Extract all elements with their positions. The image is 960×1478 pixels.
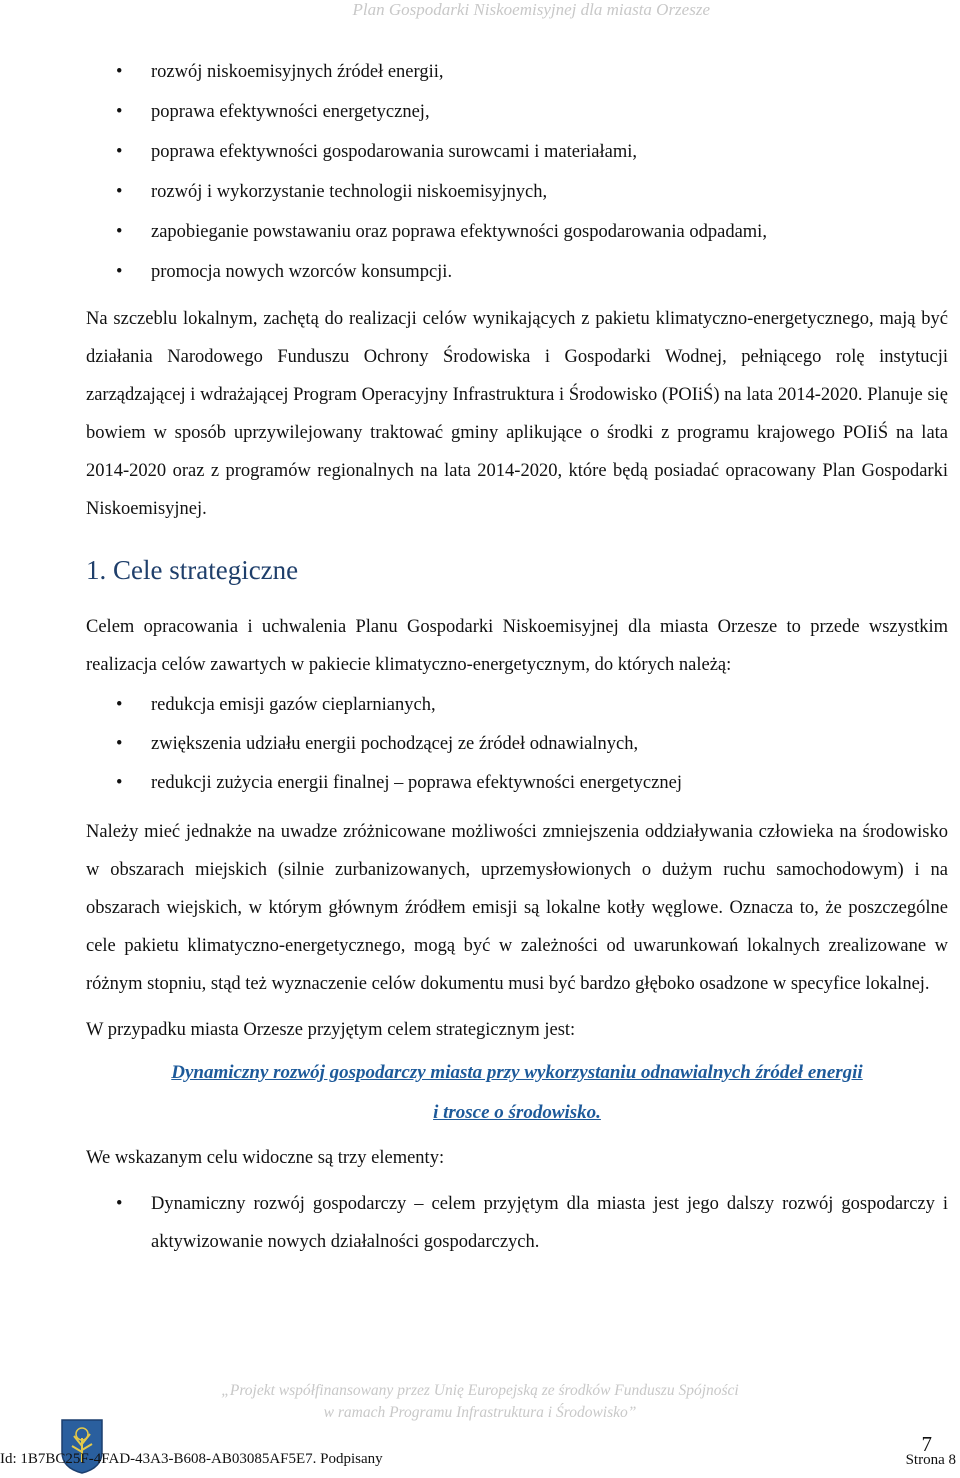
- list-item: • redukcja emisji gazów cieplarnianych,: [86, 686, 948, 725]
- list-item: • promocja nowych wzorców konsumpcji.: [86, 252, 948, 292]
- strategic-goal-line1: Dynamiczny rozwój gospodarczy miasta przy wykorzystaniu odnawialnych źródeł energii: [171, 1062, 863, 1083]
- bullet-icon: •: [116, 222, 123, 242]
- paragraph-goal-intro: Celem opracowania i uchwalenia Planu Gospodarki Niskoemisyjnej dla miasta Orzesze to przede wszystkim realizacja celów zawartych w pakiecie klimatyczno-energetycznym, do których należą:: [86, 617, 948, 675]
- list-item: • rozwój i wykorzystanie technologii niskoemisyjnych,: [86, 172, 948, 212]
- elements-list: [86, 1185, 948, 1261]
- strategic-goal-line2: i trosce o środowisko.: [433, 1102, 601, 1123]
- document-id: Id: 1B7BC25F-4FAD-43A3-B608-AB03085AF5E7. Podpisany: [0, 1451, 383, 1467]
- paragraph-funding: Na szczeblu lokalnym, zachętą do realizacji celów wynikających z pakietu klimatyczno-energetycznego, mają być działania Narodowego Funduszu Ochrony Środowiska i Gospodarki Wodnej, pełniącego rolę instytucji zarządzającej i wdrażającej Program Operacyjny Infrastruktura i Środowisko (POIiŚ) na lata 2014-2020. Planuje się bowiem w sposób uprzywilejowany traktować gminy aplikujące o środki z programu krajowego POIiŚ na lata 2014-2020 oraz z programów regionalnych na lata 2014-2020, które będą posiadać opracowany Plan Gospodarki Niskoemisyjnej.: [86, 309, 948, 519]
- page-content: [86, 52, 948, 1261]
- section-title: Cele strategiczne: [113, 555, 299, 585]
- bullet-icon: •: [116, 62, 123, 82]
- section-number: 1.: [86, 555, 107, 585]
- bullet-icon: •: [116, 102, 123, 122]
- list-item: • zapobieganie powstawaniu oraz poprawa efektywności gospodarowania odpadami,: [86, 212, 948, 252]
- top-list: [86, 52, 948, 292]
- list-item: • poprawa efektywności energetycznej,: [86, 92, 948, 132]
- bullet-icon: •: [116, 734, 123, 754]
- header-title: Plan Gospodarki Niskoemisyjnej dla miasta Orzesze: [352, 0, 710, 19]
- bullet-icon: •: [116, 773, 123, 793]
- page-number: 7: [921, 1432, 932, 1456]
- list-item: • redukcji zużycia energii finalnej – poprawa efektywności energetycznej: [86, 764, 948, 803]
- goals-list: [86, 686, 948, 803]
- list-item: • rozwój niskoemisyjnych źródeł energii,: [86, 52, 948, 92]
- paragraph-elements-intro: We wskazanym celu widoczne są trzy elementy:: [86, 1148, 445, 1168]
- bullet-icon: •: [116, 142, 123, 162]
- paragraph-considerations: Należy mieć jednakże na uwadze zróżnicowane możliwości zmniejszenia oddziaływania człowieka na środowisko w obszarach miejskich (silnie zurbanizowanych, uprzemysłowionych o dużym ruchu samochodowym) i na obszarach wiejskich, w którym głównym źródłem emisji są lokalne kotły węglowe. Oznacza to, że poszczególne cele pakietu klimatyczno-energetycznego, mogą być w zależności od uwarunkowań lokalnych zrealizowane w różnym stopniu, stąd też wyznaczenie celów dokumentu musi być bardzo głęboko osadzone w specyfice lokalnej.: [86, 822, 948, 994]
- list-item: • Dynamiczny rozwój gospodarczy – celem przyjętym dla miasta jest jego dalszy rozwój gospodarczy i aktywizowanie nowych działalności gospodarczych.: [86, 1185, 948, 1261]
- list-item: • poprawa efektywności gospodarowania surowcami i materiałami,: [86, 132, 948, 172]
- section-heading: [86, 550, 948, 590]
- bullet-icon: •: [116, 182, 123, 202]
- bullet-icon: •: [116, 1194, 123, 1214]
- bullet-icon: •: [116, 695, 123, 715]
- bullet-icon: •: [116, 262, 123, 282]
- list-item: • zwiększenia udziału energii pochodzącej ze źródeł odnawialnych,: [86, 725, 948, 764]
- page-label: Strona 8: [905, 1452, 956, 1468]
- paragraph-strategic-goal: W przypadku miasta Orzesze przyjętym celem strategicznym jest:: [86, 1020, 576, 1040]
- footer-cofinancing-note: „Projekt współfinansowany przez Unię Europejską ze środków Funduszu Spójności w ramach Programu Infrastruktura i Środowisko”: [221, 1382, 739, 1421]
